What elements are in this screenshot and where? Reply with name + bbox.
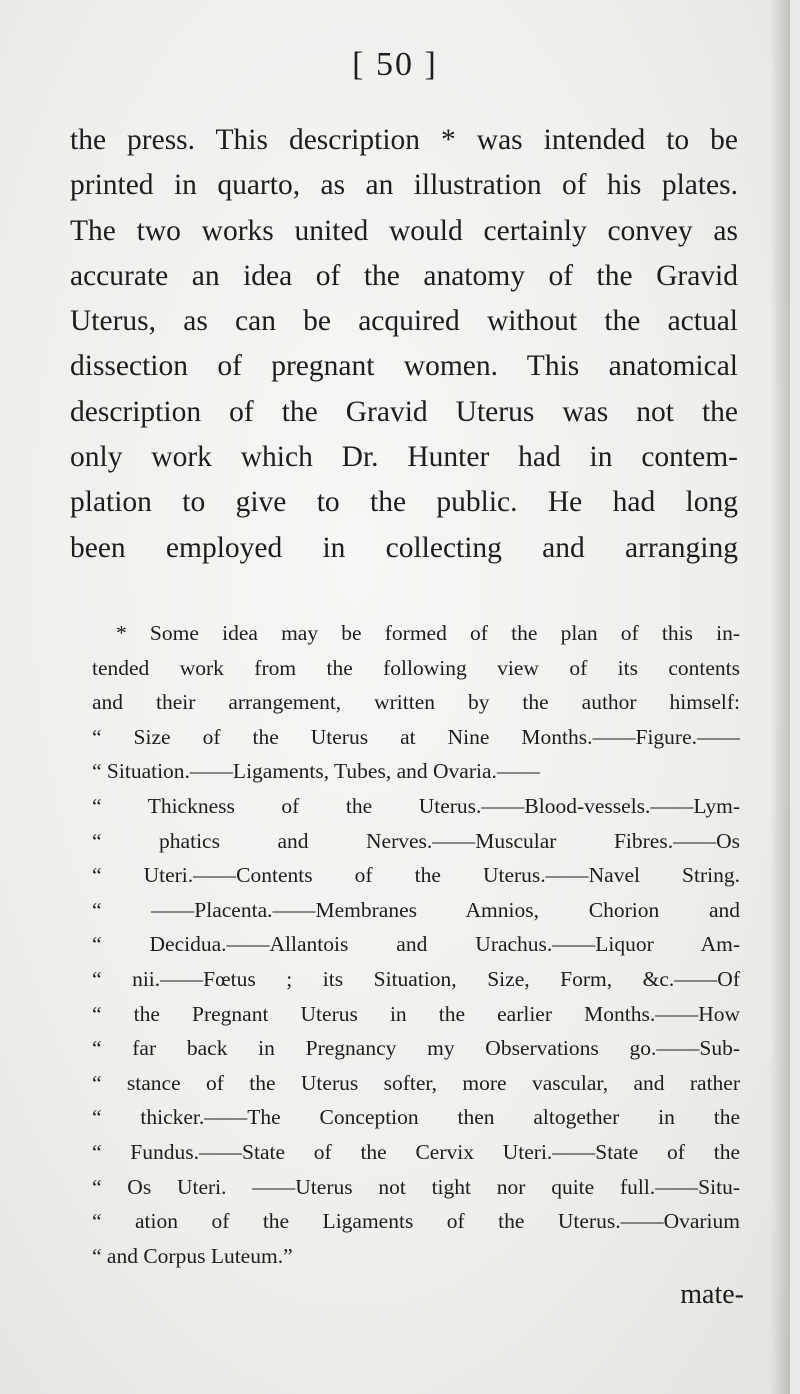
main-text-line: dissection of pregnant women. This anatomical bbox=[70, 350, 738, 383]
main-text-line: description of the Gravid Uterus was not the bbox=[70, 395, 738, 428]
main-text-line: been employed in collecting and arranging bbox=[70, 531, 738, 564]
main-text-line: only work which Dr. Hunter had in contem- bbox=[70, 441, 738, 474]
main-text-line: the press. This description * was intended to be bbox=[70, 124, 738, 156]
footnote-line: “ Os Uteri. ——Uterus not tight nor quite full.——Situ- bbox=[92, 1174, 740, 1199]
footnote-line: “ and Corpus Luteum.” bbox=[92, 1243, 293, 1268]
main-text-line: The two works united would certainly convey as bbox=[70, 214, 738, 247]
main-text-line: printed in quarto, as an illustration of his plates. bbox=[70, 169, 738, 202]
footnote-line: “ nii.——Fœtus ; its Situation, Size, Form, &c.——Of bbox=[92, 966, 740, 991]
footnote-line: “ far back in Pregnancy my Observations go.——Sub- bbox=[92, 1036, 740, 1061]
footnote-line: “ stance of the Uterus softer, more vascular, and rather bbox=[92, 1070, 740, 1095]
footnote-line: “ ——Placenta.——Membranes Amnios, Chorion and bbox=[92, 897, 740, 922]
page-edge-shadow bbox=[770, 0, 790, 1394]
footnote-line: “ Decidua.——Allantois and Urachus.——Liquor Am- bbox=[92, 932, 740, 957]
footnote-line: “ Fundus.——State of the Cervix Uteri.——State of the bbox=[92, 1139, 740, 1164]
main-text-line: plation to give to the public. He had long bbox=[70, 486, 738, 519]
footnote-line: “ Thickness of the Uterus.——Blood-vessels.——Lym- bbox=[92, 793, 740, 818]
footnote-block bbox=[92, 616, 740, 1273]
footnote-line: “ thicker.——The Conception then altogether in the bbox=[92, 1105, 740, 1130]
main-text-line: Uterus, as can be acquired without the actual bbox=[70, 305, 738, 338]
main-text-block bbox=[70, 118, 738, 571]
footnote-line: “ Uteri.——Contents of the Uterus.——Navel String. bbox=[92, 863, 740, 888]
footnote-line: “ the Pregnant Uterus in the earlier Months.——How bbox=[92, 1001, 740, 1026]
main-text-line: accurate an idea of the anatomy of the Gravid bbox=[70, 259, 738, 292]
footnote-line: tended work from the following view of its contents bbox=[92, 655, 740, 680]
page-number: [ 50 ] bbox=[352, 46, 438, 83]
footnote-line: “ ation of the Ligaments of the Uterus.——Ovarium bbox=[92, 1209, 740, 1234]
footnote-line: * Some idea may be formed of the plan of this in- bbox=[116, 621, 740, 645]
footnote-line: and their arrangement, written by the author himself: bbox=[92, 690, 740, 715]
catchword: mate- bbox=[680, 1279, 744, 1310]
footnote-line: “ Size of the Uterus at Nine Months.——Figure.—— bbox=[92, 724, 740, 749]
footnote-line: “ phatics and Nerves.——Muscular Fibres.——Os bbox=[92, 828, 740, 853]
footnote-line: “ Situation.——Ligaments, Tubes, and Ovaria.—— bbox=[92, 759, 540, 784]
